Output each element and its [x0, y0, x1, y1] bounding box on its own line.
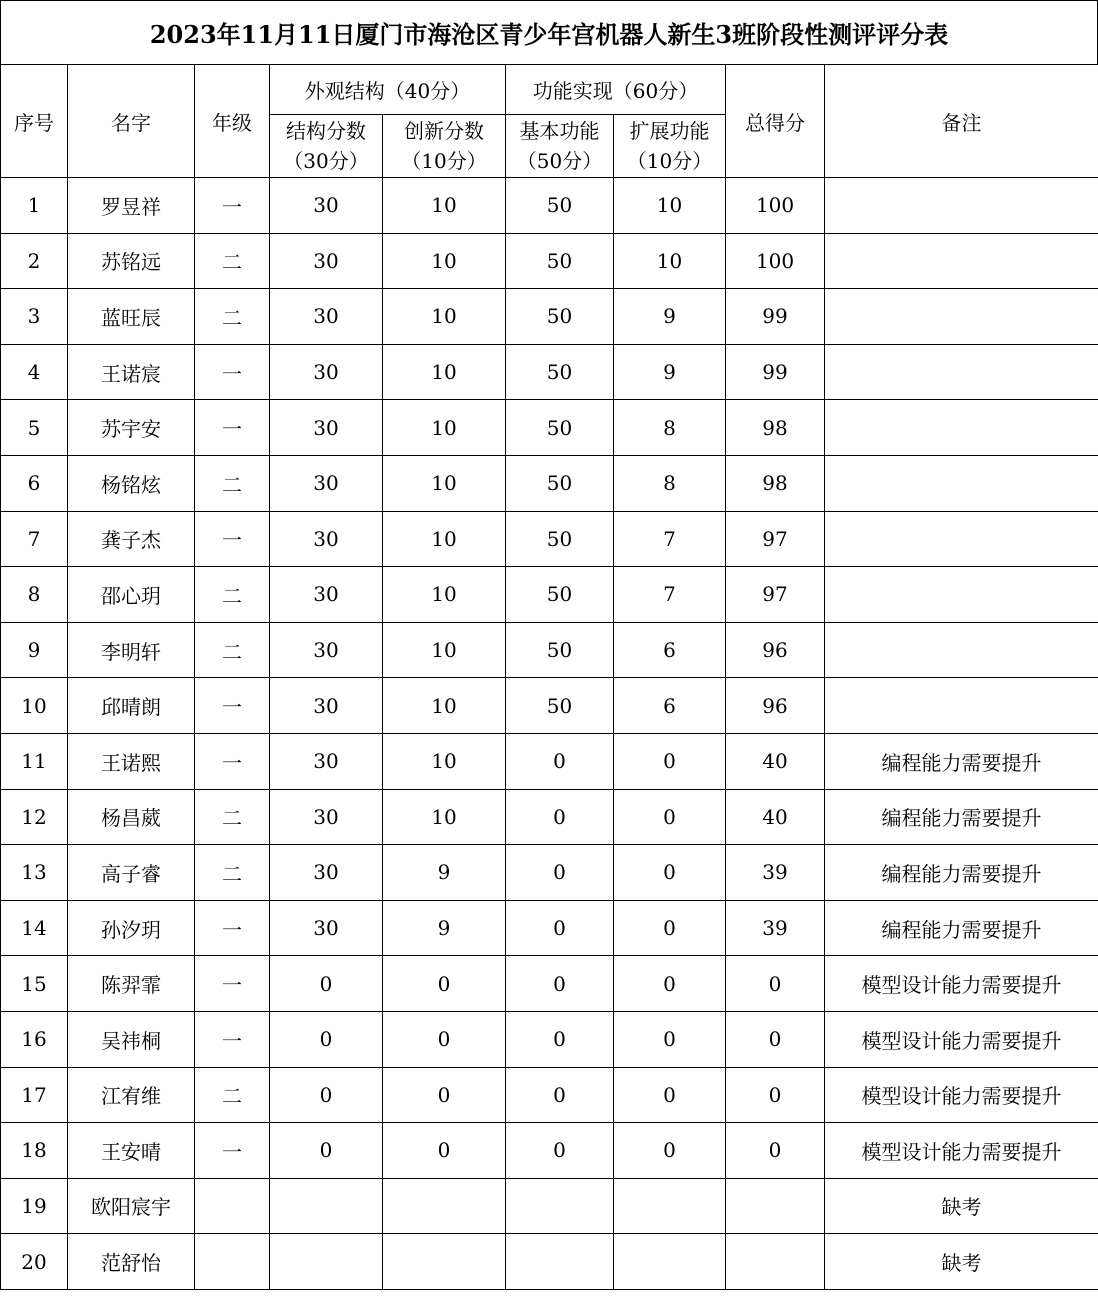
cell-name: 邱晴朗: [68, 678, 195, 734]
cell-extended-function-score: 10: [614, 233, 726, 289]
cell-extended-function-score: 0: [614, 900, 726, 956]
table-row: [1, 1123, 1098, 1179]
cell-extended-function-score: [614, 1178, 726, 1234]
cell-innovation-score: 10: [383, 511, 506, 567]
cell-total-score: 39: [726, 900, 825, 956]
cell-basic-function-score: 50: [506, 344, 614, 400]
cell-total-score: 0: [726, 1011, 825, 1067]
cell-structure-score: 30: [270, 678, 383, 734]
cell-remark: 编程能力需要提升: [825, 900, 1098, 956]
cell-basic-function-score: 50: [506, 622, 614, 678]
cell-grade: 二: [195, 233, 270, 289]
cell-remark: [825, 678, 1098, 734]
cell-structure-score: 0: [270, 1123, 383, 1179]
table-header: [1, 65, 1098, 178]
header-structure: [270, 115, 383, 178]
cell-innovation-score: 10: [383, 233, 506, 289]
cell-name: 王安晴: [68, 1123, 195, 1179]
table-row: [1, 733, 1098, 789]
cell-remark: [825, 455, 1098, 511]
cell-name: 陈羿霏: [68, 956, 195, 1012]
cell-index: 4: [1, 344, 68, 400]
cell-total-score: 40: [726, 789, 825, 845]
cell-basic-function-score: 0: [506, 845, 614, 901]
header-extended-function: [614, 115, 726, 178]
cell-total-score: 99: [726, 289, 825, 345]
cell-remark: [825, 178, 1098, 234]
header-innovation: [383, 115, 506, 178]
cell-name: 王诺宸: [68, 344, 195, 400]
table-row: [1, 400, 1098, 456]
table-row: [1, 1234, 1098, 1290]
cell-index: 10: [1, 678, 68, 734]
cell-innovation-score: 0: [383, 1067, 506, 1123]
header-remark: 备注: [825, 65, 1098, 178]
cell-extended-function-score: 0: [614, 789, 726, 845]
cell-innovation-score: 10: [383, 789, 506, 845]
cell-extended-function-score: 6: [614, 622, 726, 678]
cell-extended-function-score: 0: [614, 845, 726, 901]
cell-total-score: 96: [726, 678, 825, 734]
header-name: 名字: [68, 65, 195, 178]
cell-grade: 一: [195, 400, 270, 456]
cell-structure-score: 30: [270, 233, 383, 289]
cell-total-score: 0: [726, 956, 825, 1012]
cell-grade: 一: [195, 733, 270, 789]
header-innovation-points: （10分）: [401, 149, 487, 173]
cell-innovation-score: 10: [383, 733, 506, 789]
cell-index: 15: [1, 956, 68, 1012]
table-row: [1, 344, 1098, 400]
cell-remark: 编程能力需要提升: [825, 789, 1098, 845]
table-row: [1, 789, 1098, 845]
header-structure-label: 结构分数: [286, 119, 366, 143]
cell-index: 3: [1, 289, 68, 345]
table-row: [1, 1011, 1098, 1067]
table-row: [1, 178, 1098, 234]
cell-innovation-score: 0: [383, 956, 506, 1012]
cell-extended-function-score: 8: [614, 400, 726, 456]
cell-grade: 二: [195, 1067, 270, 1123]
cell-remark: 模型设计能力需要提升: [825, 1067, 1098, 1123]
cell-total-score: 98: [726, 400, 825, 456]
header-index: 序号: [1, 65, 68, 178]
cell-name: 苏宇安: [68, 400, 195, 456]
cell-structure-score: 30: [270, 845, 383, 901]
cell-index: 6: [1, 455, 68, 511]
cell-innovation-score: 10: [383, 178, 506, 234]
cell-basic-function-score: 0: [506, 1067, 614, 1123]
header-basic-label: 基本功能: [519, 119, 600, 143]
cell-extended-function-score: 8: [614, 455, 726, 511]
cell-extended-function-score: 0: [614, 956, 726, 1012]
cell-remark: 编程能力需要提升: [825, 845, 1098, 901]
cell-remark: [825, 567, 1098, 623]
table-row: [1, 622, 1098, 678]
cell-total-score: 99: [726, 344, 825, 400]
cell-innovation-score: 10: [383, 678, 506, 734]
cell-structure-score: 30: [270, 289, 383, 345]
cell-structure-score: 30: [270, 344, 383, 400]
cell-extended-function-score: 10: [614, 178, 726, 234]
cell-remark: [825, 400, 1098, 456]
table-row: [1, 900, 1098, 956]
header-function-group: 功能实现（60分）: [506, 65, 726, 115]
cell-index: 20: [1, 1234, 68, 1290]
cell-grade: 二: [195, 622, 270, 678]
cell-structure-score: [270, 1234, 383, 1290]
cell-basic-function-score: 0: [506, 733, 614, 789]
cell-index: 17: [1, 1067, 68, 1123]
cell-structure-score: 30: [270, 567, 383, 623]
cell-structure-score: [270, 1178, 383, 1234]
header-total: 总得分: [726, 65, 825, 178]
table-row: [1, 233, 1098, 289]
cell-remark: [825, 233, 1098, 289]
cell-basic-function-score: 50: [506, 178, 614, 234]
cell-total-score: 100: [726, 233, 825, 289]
table-row: [1, 289, 1098, 345]
header-basic-function: [506, 115, 614, 178]
cell-grade: 二: [195, 789, 270, 845]
cell-total-score: 39: [726, 845, 825, 901]
cell-name: 李明轩: [68, 622, 195, 678]
table-row: [1, 956, 1098, 1012]
cell-structure-score: 30: [270, 733, 383, 789]
cell-basic-function-score: 50: [506, 400, 614, 456]
cell-total-score: 0: [726, 1067, 825, 1123]
cell-basic-function-score: [506, 1234, 614, 1290]
cell-extended-function-score: 0: [614, 1067, 726, 1123]
cell-grade: 二: [195, 289, 270, 345]
cell-remark: [825, 622, 1098, 678]
cell-innovation-score: 10: [383, 289, 506, 345]
table-row: [1, 1067, 1098, 1123]
cell-total-score: 0: [726, 1123, 825, 1179]
cell-remark: 模型设计能力需要提升: [825, 1011, 1098, 1067]
cell-total-score: 40: [726, 733, 825, 789]
cell-extended-function-score: 0: [614, 733, 726, 789]
cell-structure-score: 30: [270, 400, 383, 456]
cell-structure-score: 0: [270, 1067, 383, 1123]
cell-innovation-score: [383, 1178, 506, 1234]
cell-extended-function-score: 6: [614, 678, 726, 734]
cell-innovation-score: 0: [383, 1123, 506, 1179]
cell-name: 王诺熙: [68, 733, 195, 789]
cell-name: 吴祎桐: [68, 1011, 195, 1067]
cell-name: 罗昱祥: [68, 178, 195, 234]
cell-structure-score: 30: [270, 178, 383, 234]
cell-total-score: 96: [726, 622, 825, 678]
cell-index: 9: [1, 622, 68, 678]
cell-remark: 缺考: [825, 1234, 1098, 1290]
cell-innovation-score: 10: [383, 344, 506, 400]
cell-grade: [195, 1234, 270, 1290]
cell-basic-function-score: 0: [506, 900, 614, 956]
cell-innovation-score: [383, 1234, 506, 1290]
cell-basic-function-score: 50: [506, 289, 614, 345]
cell-grade: 一: [195, 344, 270, 400]
cell-name: 龚子杰: [68, 511, 195, 567]
cell-grade: 一: [195, 1011, 270, 1067]
header-grade: 年级: [195, 65, 270, 178]
header-innovation-label: 创新分数: [404, 119, 484, 143]
cell-name: 孙汐玥: [68, 900, 195, 956]
cell-grade: 一: [195, 956, 270, 1012]
sheet-title: 2023年11月11日厦门市海沧区青少年宫机器人新生3班阶段性测评评分表: [0, 0, 1098, 64]
cell-name: 欧阳宸宇: [68, 1178, 195, 1234]
cell-remark: 缺考: [825, 1178, 1098, 1234]
cell-extended-function-score: 0: [614, 1123, 726, 1179]
cell-structure-score: 30: [270, 622, 383, 678]
cell-name: 邵心玥: [68, 567, 195, 623]
cell-basic-function-score: 50: [506, 678, 614, 734]
cell-grade: 二: [195, 567, 270, 623]
cell-index: 7: [1, 511, 68, 567]
cell-basic-function-score: 0: [506, 956, 614, 1012]
cell-index: 12: [1, 789, 68, 845]
cell-index: 13: [1, 845, 68, 901]
cell-innovation-score: 10: [383, 567, 506, 623]
table-row: [1, 1178, 1098, 1234]
cell-grade: 一: [195, 1123, 270, 1179]
cell-total-score: [726, 1178, 825, 1234]
cell-basic-function-score: 0: [506, 789, 614, 845]
cell-basic-function-score: [506, 1178, 614, 1234]
cell-name: 杨铭炫: [68, 455, 195, 511]
cell-total-score: 97: [726, 567, 825, 623]
table-row: [1, 678, 1098, 734]
cell-total-score: 100: [726, 178, 825, 234]
cell-structure-score: 0: [270, 956, 383, 1012]
cell-index: 8: [1, 567, 68, 623]
cell-basic-function-score: 50: [506, 511, 614, 567]
header-structure-points: （30分）: [283, 149, 369, 173]
cell-name: 范舒怡: [68, 1234, 195, 1290]
table-body: [1, 178, 1098, 1290]
table-row: [1, 567, 1098, 623]
cell-remark: 模型设计能力需要提升: [825, 956, 1098, 1012]
cell-name: 江宥维: [68, 1067, 195, 1123]
cell-extended-function-score: 9: [614, 344, 726, 400]
cell-name: 高子睿: [68, 845, 195, 901]
cell-structure-score: 30: [270, 900, 383, 956]
cell-extended-function-score: 7: [614, 567, 726, 623]
table-row: [1, 845, 1098, 901]
cell-name: 杨昌葳: [68, 789, 195, 845]
cell-innovation-score: 10: [383, 622, 506, 678]
cell-grade: [195, 1178, 270, 1234]
cell-innovation-score: 10: [383, 455, 506, 511]
score-table: [0, 64, 1098, 1290]
cell-grade: 一: [195, 178, 270, 234]
cell-extended-function-score: 7: [614, 511, 726, 567]
cell-name: 苏铭远: [68, 233, 195, 289]
cell-total-score: 97: [726, 511, 825, 567]
cell-grade: 一: [195, 678, 270, 734]
cell-index: 5: [1, 400, 68, 456]
cell-name: 蓝旺辰: [68, 289, 195, 345]
cell-index: 18: [1, 1123, 68, 1179]
header-extended-points: （10分）: [626, 149, 713, 173]
cell-extended-function-score: 9: [614, 289, 726, 345]
cell-structure-score: 0: [270, 1011, 383, 1067]
cell-grade: 二: [195, 455, 270, 511]
cell-index: 2: [1, 233, 68, 289]
cell-index: 14: [1, 900, 68, 956]
header-basic-points: （50分）: [516, 149, 603, 173]
cell-grade: 一: [195, 900, 270, 956]
cell-innovation-score: 9: [383, 900, 506, 956]
cell-total-score: 98: [726, 455, 825, 511]
cell-structure-score: 30: [270, 455, 383, 511]
cell-basic-function-score: 0: [506, 1011, 614, 1067]
table-row: [1, 455, 1098, 511]
cell-index: 19: [1, 1178, 68, 1234]
cell-structure-score: 30: [270, 511, 383, 567]
cell-remark: 模型设计能力需要提升: [825, 1123, 1098, 1179]
header-appearance-group: 外观结构（40分）: [270, 65, 506, 115]
cell-total-score: [726, 1234, 825, 1290]
cell-grade: 二: [195, 845, 270, 901]
cell-index: 11: [1, 733, 68, 789]
cell-innovation-score: 9: [383, 845, 506, 901]
cell-grade: 一: [195, 511, 270, 567]
table-row: [1, 511, 1098, 567]
cell-structure-score: 30: [270, 789, 383, 845]
cell-basic-function-score: 50: [506, 455, 614, 511]
cell-index: 16: [1, 1011, 68, 1067]
cell-extended-function-score: 0: [614, 1011, 726, 1067]
cell-innovation-score: 0: [383, 1011, 506, 1067]
cell-remark: [825, 344, 1098, 400]
header-extended-label: 扩展功能: [629, 119, 710, 143]
cell-basic-function-score: 50: [506, 567, 614, 623]
cell-remark: 编程能力需要提升: [825, 733, 1098, 789]
cell-remark: [825, 289, 1098, 345]
cell-basic-function-score: 50: [506, 233, 614, 289]
cell-extended-function-score: [614, 1234, 726, 1290]
cell-index: 1: [1, 178, 68, 234]
cell-basic-function-score: 0: [506, 1123, 614, 1179]
cell-remark: [825, 511, 1098, 567]
cell-innovation-score: 10: [383, 400, 506, 456]
